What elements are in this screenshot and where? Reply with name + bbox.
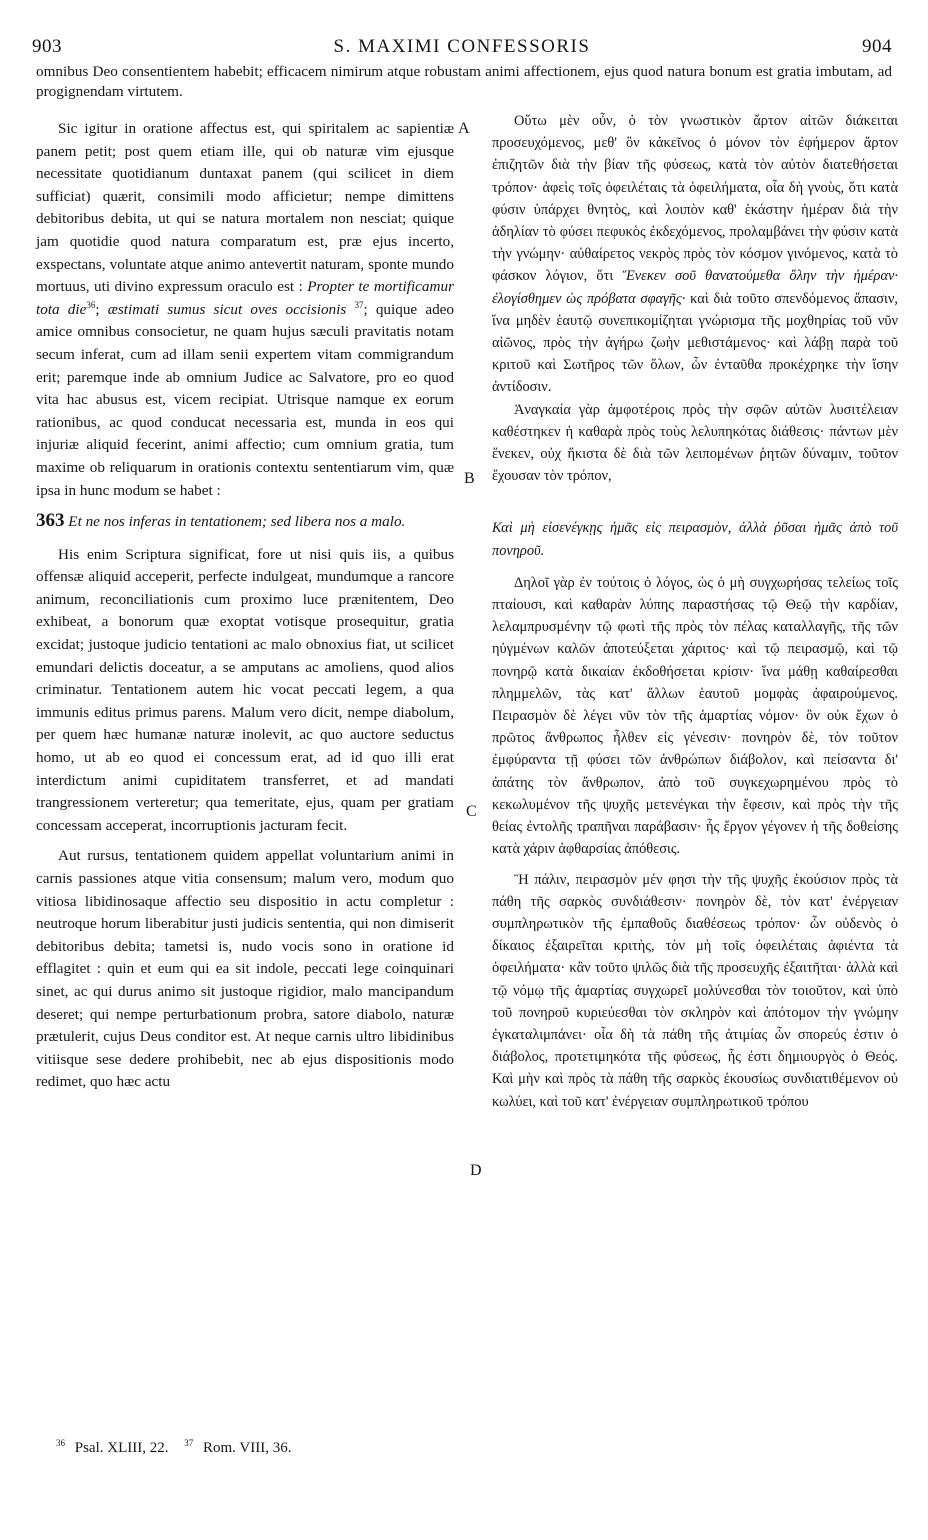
greek-paragraph-3: Δηλοῖ γὰρ ἐν τούτοις ὁ λόγος, ὡς ὁ μὴ συγχωρήσας τελείως τοῖς πταίουσι, καὶ καθαρὰν λύπης παραστήσας τῷ Θεῷ τὴν καρδίαν, λελαμπρυσμένην τῷ φωτὶ τῆς πρὸς τὸν πέλας καταλλαγῆς, τῆς τῶν ηὐγμένων καλῶν ἀποτεύξεται χάριτος· καὶ τῷ πειρασμῷ, καὶ τῷ πονηρῷ κατὰ δικαίαν ἐκδοθήσεται κρίσιν· ἵνα μάθῃ καθαίρεσθαι πλημμελῶν, τὰς κατ' ἄλλων ἑαυτοῦ μομφὰς ἀφαιρούμενος. Πειρασμὸν δὲ λέγει νῦν τὸν τῆς ἁμαρτίας νόμον· ὃν οὐκ ἔχων ὁ πρῶτος ἄνθρωπος ἦλθεν εἰς γένεσιν· πονηρὸν δὲ, τὸν τοῦτον ἐμφύραντα τῇ φύσει τῶν ἀνθρώπων διάβολον, καὶ πείσαντα δι' ἀπάτης τὸν ἄνθρωπον, ἀπὸ τοῦ συγκεχωρημένου πρὸς τὸ κεκωλυμένον τῆς ψυχῆς μετενέγκαι τὴν ἔφεσιν, καὶ πρὸς τὴν τῆς θείας ἐντολῆς τραπῆναι παράβασιν· ἧς ἔργον γέγονεν ἡ τῆς δοθείσης κατὰ χάριν ἀφθαρσίας ἀπόθεσις. [492,574,898,858]
footnotes [56,1440,303,1457]
greek-paragraph-4: Ἢ πάλιν, πειρασμὸν μέν φησι τὴν τῆς ψυχῆς ἑκούσιον πρὸς τὰ πάθη τῆς σαρκὸς συνδιάθεσιν· πονηρὸν δὲ, τὸν κατ' ἐνέργειαν συμπληρωτικὸν τῆς ἐμπαθοῦς διαθέσεως τρόπον· ὧν οὐδενὸς ὁ δίκαιος ἐξαιρεῖται κριτὴς, τὸν μὴ τοῖς ὀφειλέταις ἀφιέντα τὰ ὀφειλήματα· κἂν τοῦτο ψιλῶς διὰ τῆς προσευχῆς ἐξαιτῆται· ἀλλὰ καὶ τῷ νόμῳ τῆς ἁμαρτίας συγχωρεῖ μολύνεσθαι τὸν τοιοῦτον, καὶ ὑπὸ τοῦ πονηροῦ κυριεύεσθαι τὸν σκληρὸν καὶ ἀπότομον τὴν γνώμην ἐγκαταλιμπάνει· οἷα δὴ τὰ πάθη τῆς ἀτιμίας ὧν σπορεύς ἐστιν ὁ διάβολος, προτετιμηκότα τῆς φύσεως, ἧς ἐστι δημιουργὸς ὁ Θεός. Καὶ μὴν καὶ πρὸς τὰ πάθη τῆς σαρκὸς ἑκουσίως συνδιατιθέμενον οὐ κωλύει, καὶ τοῦ κατ' ἐνέργειαν συμπληρωτικοῦ τρόπου [492,871,898,1110]
latin-paragraph-3: Aut rursus, tentationem quidem appellat voluntarium animi in carnis passiones atque vitia consensum; malum vero, modum quo vitiosa libidinosaque affectio seu dispositio in actu completur : neutroque horum liberabitur justi judicis sententia, qui non dimiserit debitoribus debita; tametsi is, nudo vocis sono in oratione id efflagitet : quin et eum qui ea sit indole, peccati lege coinquinari sinet, ac qui durus animo sit justoque rigidior, malo mancipandum deseret; qui nempe perturbationum probra, satore diabolo, naturæ prætulerit, cujus Deus conditor est. At neque carnis ultro libidinibus vitiisque sese dedere prohibebit, nec ab ejus dispositionis modo redimet, quo hæc actu [36,847,454,1091]
scripture-quote: æstimati sumus sicut oves occisionis [107,300,347,318]
scripture-quote: Propter te mortificamur tota die [36,278,454,318]
footnote-ref: 37 [354,299,364,310]
section-marker-d: D [470,1162,482,1179]
greek-paragraph-2: Ἀναγκαία γὰρ ἀμφοτέροις πρὸς τὴν σφῶν αὐτῶν λυσιτέλειαν καθέστηκεν ἡ καθαρὰ πρὸς τοὺς λελυπηκότας διάθεσις· πάντων μὲν ἕνεκεν, οὐχ ἥκιστα δὲ διὰ τῶν λειπομένων ῥητῶν δύναμιν, τοῦτον ἔχουσαν τὸν τρόπον, [492,401,898,485]
latin-column [36,118,454,1094]
greek-column [492,110,898,1113]
greek-paragraph-1: Οὕτω μὲν οὖν, ὁ τὸν γνωστικὸν ἄρτον αἰτῶν διάκειται προσευχόμενος, μεθ' ὃν κἀκεῖνος ὁ μόνον τὸν ἐφήμερον ἄρτον ἐπιζητῶν διὰ τὴν βίαν τῆς φύσεως, κατὰ τὸν αὐτὸν διατεθήσεται τρόπον· ἀφεὶς τοῖς ὀφειλέταις τὰ ὀφειλήματα, οἷα δὴ γνοὺς, ὅτι κατὰ φύσιν ὑπάρχει θνητὸς, καὶ λοιπὸν καθ' ἑκάστην ἡμέραν διὰ τὴν ἀδηλίαν τὸ φύσει πεφυκὸς ἐκδεχόμενος, προλαμβάνει τὴν φύσιν κατὰ τὴν γνώμην· αὐθαίρετος νεκρὸς πρὸς τὸν κόσμον γινόμενος, κατὰ τὸ φάσκον λόγιον, ὅτι Ἕνεκεν σοῦ θανατούμεθα ὅλην τὴν ἡμέραν· ἐλογίσθημεν ὡς πρόβατα σφαγῆς· καὶ διὰ τοῦτο σπενδόμενος ἅπασιν, ἵνα μηδὲν ἑαυτῷ συνεπικομίζηται γνώρισμα τῆς μοχθηρίας τοῦ νῦν αἰῶνος, πρὸς τὴν ἀγήρω ζωὴν μεθιστάμενος· καὶ λάβῃ παρὰ τοῦ κριτοῦ καὶ Σωτῆρος τῶν ὅλων, ὧν ἐνταῦθα προκέχρηκε τὴν ἴσην ἀντίδοσιν. [492,113,898,396]
intro-paragraph: omnibus Deo consentientem habebit; efficacem nimirum atque robustam animi affectionem, ejus quod natura bonum est gratia imbutam, ad progignendam virtutem. [36,63,892,100]
page-number-left: 903 [32,36,62,57]
latin-lemma: 363 Et ne nos inferas in tentationem; sed libera nos a malo. [36,510,406,532]
running-title: S. MAXIMI CONFESSORIS [333,36,591,57]
latin-paragraph-2: His enim Scriptura significat, fore ut nisi quis iis, a quibus offensæ aliquid acceperit, perfecte indulgeat, mundumque a rancore animum, reconciliationis cum proximo luce prænitentem, Deo exhibeat, a bonorum quæ exoptat votisque prosequitur, gratia excidat; justoque judicio tentationi ac malo obnoxius fiat, ut scilicet emundari delictis doceatur, a se amputans ac amoliens, quod alios criminatur. Tentationem autem hic vocat peccati legem, a qua immunis editus primus parens. Malum vero dicit, nempe diabolum, per quem hæc humanæ naturæ inolevit, ac quo auctore seductus homo, ut ab eo quod ei concessum erat, ad id quo illi erat interdictum animi cupiditatem transferret, et ad mandati trangressionem verteretur; qua temeritate, ejus, quam per gratiam concessam acceperat, incorruptionis jacturam fecit. [36,545,454,834]
footnote-1: $^{36}$ Psal. XLIII, 22. [56,1438,169,1456]
page-number-right: 904 [862,36,892,57]
footnote-2: $^{37}$ Rom. VIII, 36. [184,1438,292,1456]
scripture-quote: Ἕνεκεν σοῦ θανατούμεθα ὅλην τὴν ἡμέραν· ἐλογίσθημεν ὡς πρόβατα σφαγῆς· [492,268,898,307]
lemma-number: 363 [36,510,65,532]
page-header [32,36,892,64]
latin-paragraph-1: Sic igitur in oratione affectus est, qui spiritalem ac sapientiæ panem petit; post quem etiam ille, qui ob naturæ vim ejusque necessitate quotidianum duntaxat panem (qui scilicet in diem sufficiat) quærit, consimili modo afficietur; nempe dimittens debitoribus debita, ut qui se natura mortalem non nesciat; quique jam quotidie quod natura comparatum est, præ ejus incerto, exspectans, voluntate atque animo antevertit naturam, sponte mundo mortuus, uti divino expressum oraculo est : Propter te mortificamur tota die$^{36}$; æstimati sumus sicut oves occisionis $^{37}$; quique adeo amice omnibus consocietur, ne quam hujus sæculi pravitatis notam secum inferat, cum ad illam senii expertem vitam commigrandum erit; paremque inde ab omnium Judice ac Salvatore, pro eo quod vita hac abusus est, vicem recipiat. Utrisque namque ex eorum rationibus, ac quod conducat necessaria est, munda in eos qui injuriæ aliquid fecerint, animi affectio; cum omnium gratia, tum maxime ob reliquarum in orationis contextu sententiarum vim, quæ ipsa in hunc modum se habet : [36,120,455,499]
greek-lemma: Καὶ μὴ εἰσενέγκῃς ἡμᾶς εἰς πειρασμὸν, ἀλλὰ ῥῦσαι ἡμᾶς ἀπὸ τοῦ πονηροῦ. [492,520,898,559]
footnote-ref: 36 [86,299,96,310]
section-marker-c: C [466,803,477,820]
section-marker-b: B [464,470,475,487]
section-marker-a: A [458,120,470,137]
